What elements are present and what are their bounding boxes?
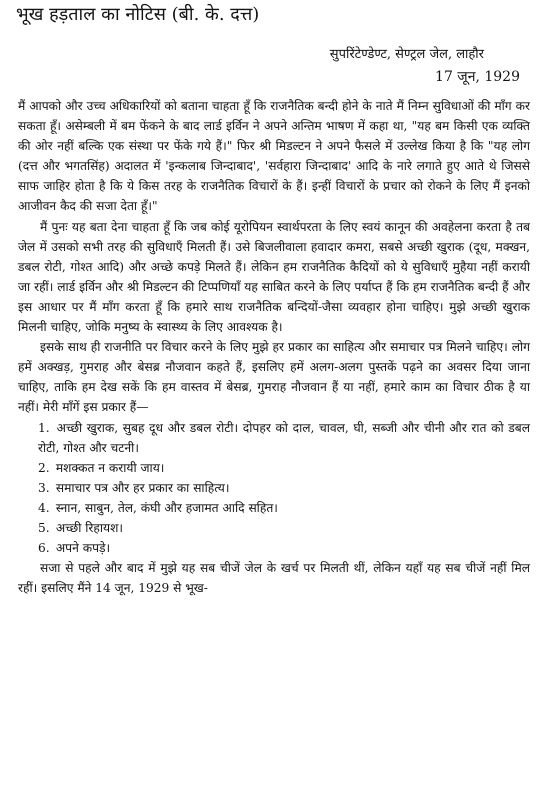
list-item-number: 3. <box>38 480 50 495</box>
list-item-text: समाचार पत्र और हर प्रकार का साहित्य। <box>55 480 230 495</box>
list-item-number: 6. <box>38 541 50 556</box>
closing-paragraph: सजा से पहले और बाद में मुझे यह सब चीजें जेल के खर्च पर मिलती थीं, लेकिन यहाँ यह सब चीजें नहीं मिल रहीं। इसलिए मैंने 14 जून, 1929 से भूख- <box>18 561 530 596</box>
list-item-number: 5. <box>38 520 50 535</box>
list-item <box>38 538 530 558</box>
list-item <box>38 478 530 498</box>
list-item-number: 4. <box>38 500 50 515</box>
list-item-text: अच्छी खुराक, सुबह दूध और डबल रोटी। दोपहर को दाल, चावल, घी, सब्जी और चीनी और रात को डबल रोटी, गोश्त और चटनी। <box>38 420 530 455</box>
list-item-text: अपने कपड़े। <box>55 541 111 556</box>
list-item-text: अच्छी रिहायश। <box>55 520 123 535</box>
list-item <box>38 418 530 458</box>
document-title: भूख हड़ताल का नोटिस (बी. के. दत्त) <box>16 4 260 25</box>
paragraph-3: इसके साथ ही राजनीति पर विचार करने के लिए मुझे हर प्रकार का साहित्य और समाचार पत्र मिलने चाहिए। लोग हमें अक्खड़, गुमराह और बेसब्र नौजवान कहते हैं, इसलिए हमें अलग-अलग पुस्तकें पढ़ने का अवसर दिया जाना चाहिए, ताकि हम देख सकें कि हम वास्तव में बेसब्र, गुमराह नौजवान हैं या नहीं, हमारे काम का विचार ठीक है या नहीं। मेरी माँगें इस प्रकार हैं— <box>18 340 530 415</box>
demands-list <box>18 418 530 559</box>
paragraph-1: मैं आपको और उच्च अधिकारियों को बताना चाहता हूँ कि राजनैतिक बन्दी होने के नाते मैं निम्न सुविधाओं की माँग कर सकता हूँ। असेम्बली में बम फेंकने के बाद लार्ड इर्विन ने अपने अन्तिम भाषण में कहा था, "यह बम किसी एक व्यक्ति की ओर नहीं बल्कि एक संस्था पर फेंके गये हैं।" फिर श्री मिडल्टन ने अपने फैसले में उल्लेख किया है कि "यह लोग (दत्त और भगतसिंह) अदालत में 'इन्कलाब जिन्दाबाद', 'सर्वहारा जिन्दाबाद' आदि के नारे लगाते हुए आते थे जिससे साफ जाहिर होता है कि ये किस तरह के राजनैतिक विचारों के हैं। इन्हीं विचारों के प्रचार को रोकने के लिए मैं इनको आजीवन कैद की सजा देता हूँ।" <box>18 99 530 214</box>
addressee-line: सुपरिंटेण्डेण्ट, सेण्ट्रल जेल, लाहौर <box>329 47 484 62</box>
paragraph-2: मैं पुनः यह बता देना चाहता हूँ कि जब कोई यूरोपियन स्वार्थपरता के लिए स्वयं कानून की अवहेलना करता है तब जेल में उसको सभी तरह की सुविधाएँ मिलती हैं। उसे बिजलीवाला हवादार कमरा, सबसे अच्छी खुराक (दूध, मक्खन, डबल रोटी, गोश्त आदि) और अच्छे कपड़े मिलते हैं। लेकिन हम राजनैतिक कैदियों को ये सुविधाएँ मुहैया नहीं करायी जा रहीं। लार्ड इर्विन और श्री मिडल्टन की टिप्पणियाँ यह साबित करने के लिए पर्याप्त हैं कि हम राजनैतिक बन्दी हैं और इस आधार पर मैं माँग करता हूँ कि हमारे साथ राजनैतिक बन्दियों-जैसा व्यवहार होना चाहिए। मुझे अच्छी खुराक मिलनी चाहिए, जोकि मनुष्य के स्वास्थ्य के लिए आवश्यक है। <box>18 219 530 335</box>
list-item <box>38 518 530 538</box>
list-item-text: स्नान, साबुन, तेल, कंघी और हजामत आदि सहित। <box>55 500 278 515</box>
document-date: 17 जून, 1929 <box>435 69 520 85</box>
list-item-number: 1. <box>38 420 50 435</box>
list-item <box>38 498 530 518</box>
list-item-text: मशक्कत न करायी जाय। <box>55 460 165 475</box>
list-item <box>38 458 530 478</box>
letter-body <box>18 96 530 598</box>
list-item-number: 2. <box>38 460 50 475</box>
